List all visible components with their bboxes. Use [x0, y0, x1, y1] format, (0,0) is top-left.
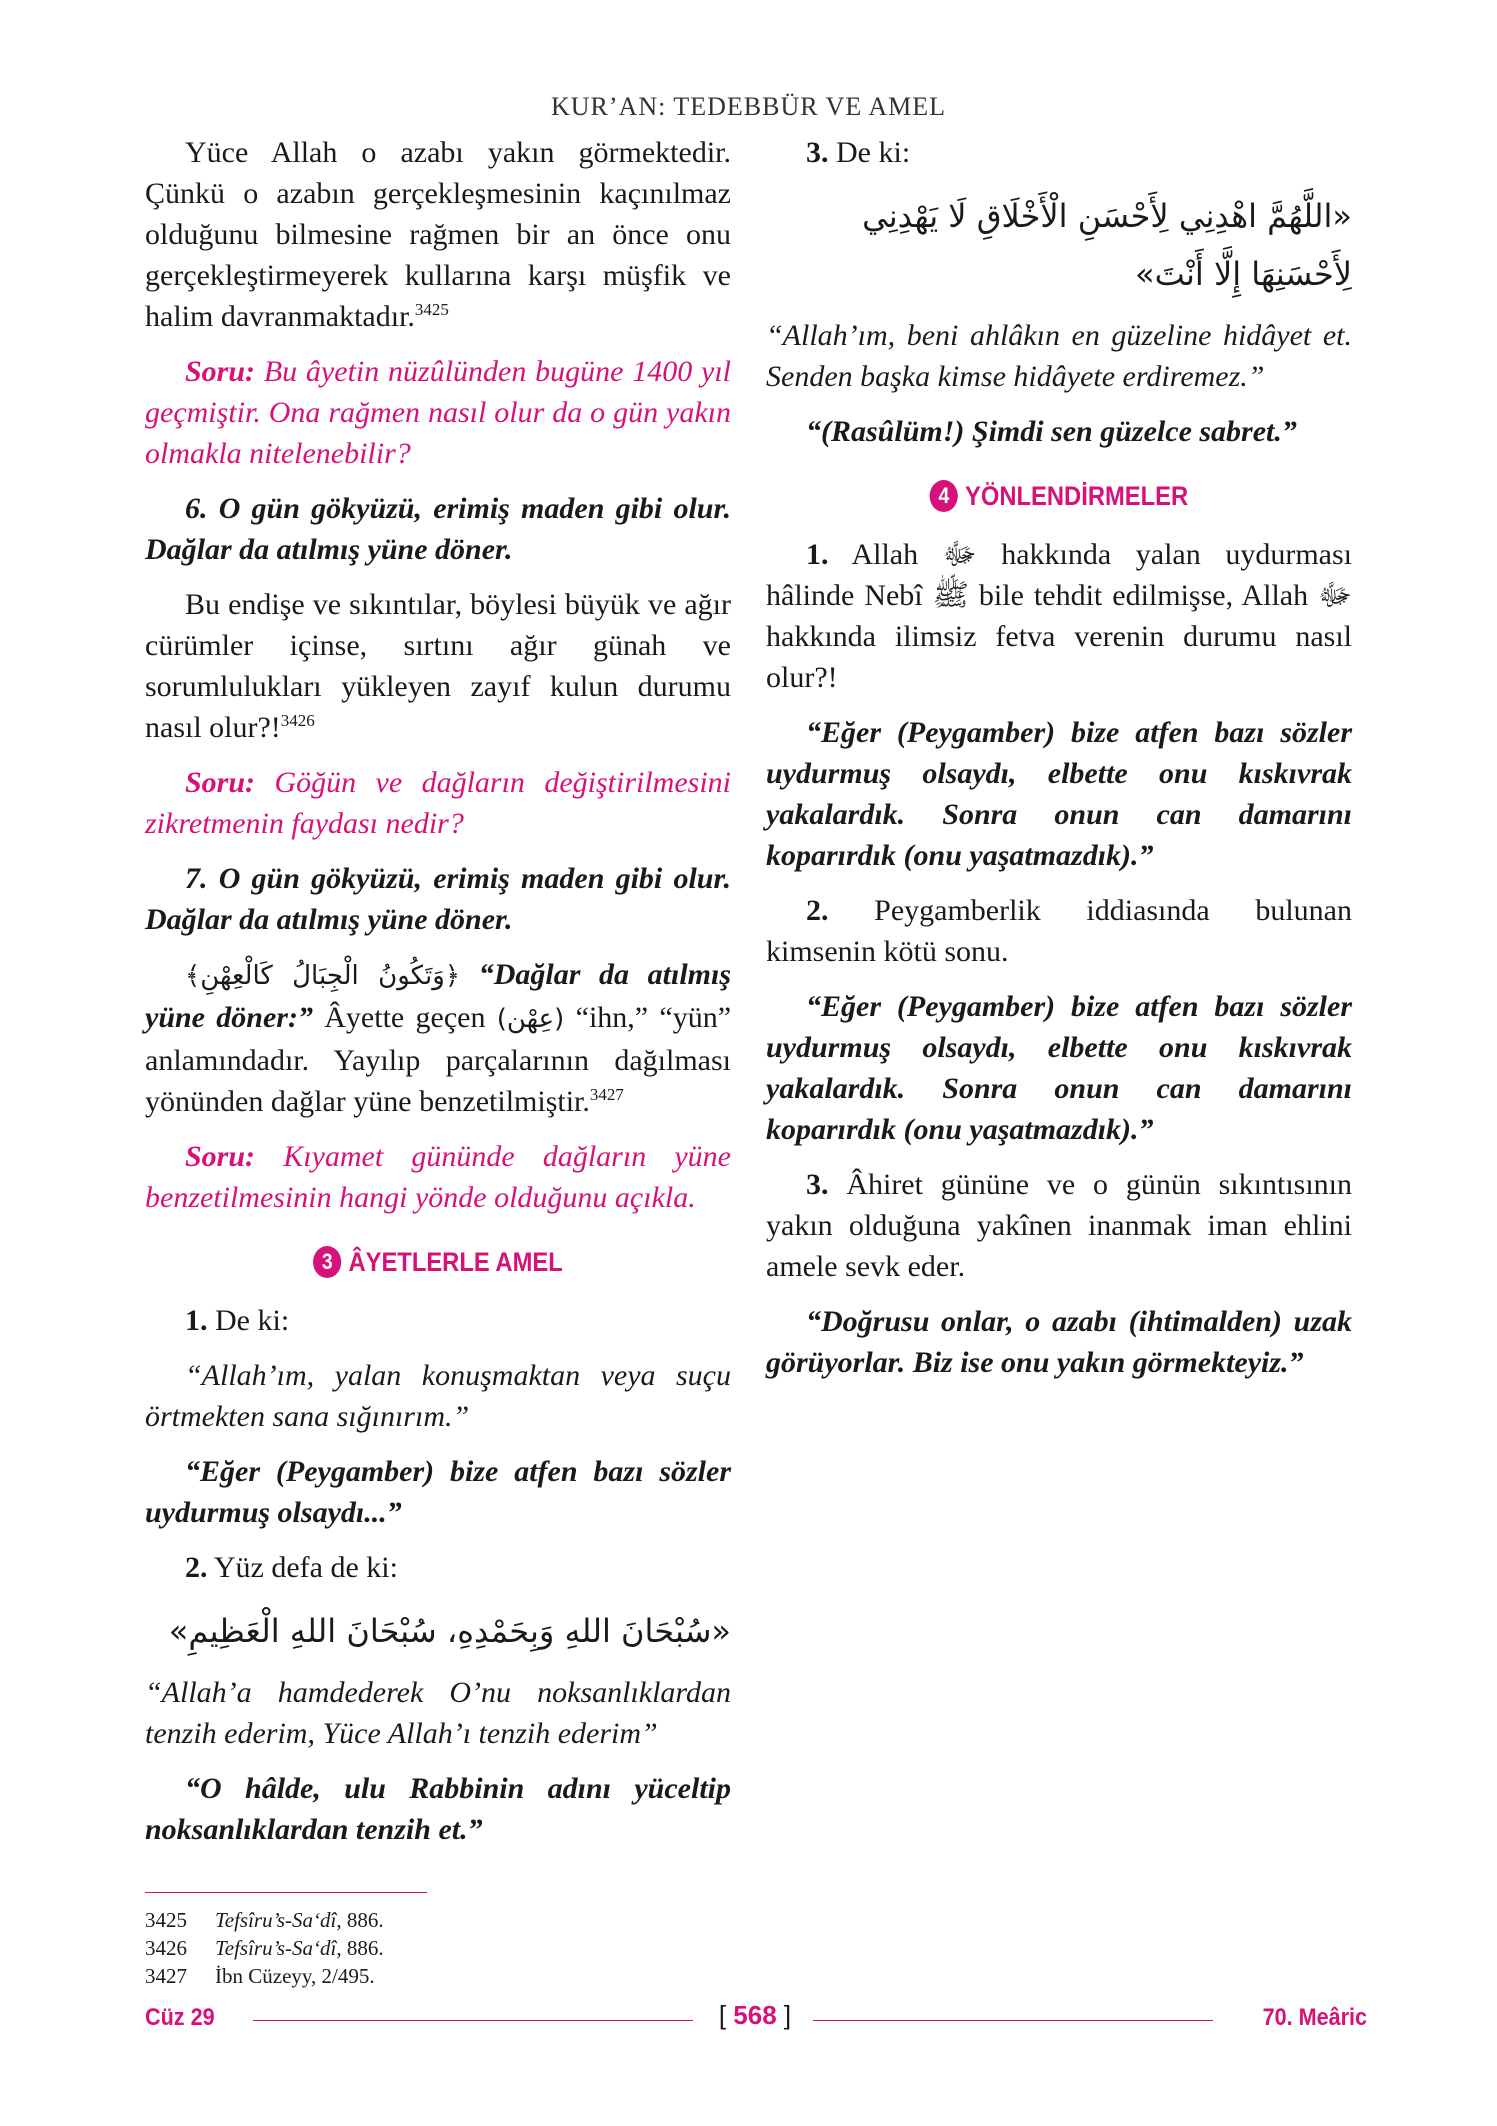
verse-quote: “Eğer (Peygamber) bize atfen bazı sözler uydurmuş olsaydı...” [145, 1455, 731, 1529]
section-title: YÖNLENDİRMELER [965, 480, 1189, 511]
question: Soru: Kıyamet gününde dağların yüne benzetilmesinin hangi yönde olduğunu açıkla. [145, 1140, 731, 1214]
section-number-badge: 4 [930, 480, 958, 512]
list-item: 2. Yüz defa de ki: [185, 1551, 398, 1584]
paragraph: ﴿وَتَكُونُ الْجِبَالُ كَالْعِهْنِ﴾ “Dağlar da atılmış yüne döner:” Âyette geçen (عِهْن) “ihn,” “yün” anlamındadır. Yayılıp parçalarının dağılması yönünden dağlar yüne benzetilmiştir.$^{3427}$ [145, 958, 732, 1118]
verse-quote: “Eğer (Peygamber) bize atfen bazı sözler uydurmuş olsaydı, elbette onu kıskıvrak yakalardık. Sonra onun can damarını koparırdık (onu yaşatmazdık).” [766, 716, 1352, 872]
footnote-ref[interactable]: 3427 [589, 1085, 624, 1104]
translation-quote: “Allah’a hamdederek O’nu noksanlıklardan tenzih ederim, Yüce Allah’ı tenzih ederim” [145, 1676, 731, 1750]
footnote: 3427 İbn Cüzeyy, 2/495. [145, 1964, 375, 1988]
section-heading [801, 480, 1317, 512]
list-item: 3. De ki: [806, 136, 911, 169]
question: Soru: Bu âyetin nüzûlünden bugüne 1400 yıl geçmiştir. Ona rağmen nasıl olur da o gün yakın olmakla nitelenebilir? [145, 355, 731, 470]
right-column [766, 132, 1352, 1397]
footnote-divider [145, 1892, 427, 1893]
paragraph: Yüce Allah o azabı yakın görmektedir. Çünkü o azabın gerçekleşmesinin kaçınılmaz olduğunu bilmesine rağmen bir an önce onu gerçekleştirmeyerek kullarına karşı müşfik ve halim davranmaktadır.$^{3425}$ [145, 136, 731, 333]
list-item: 1. Allah ﷻ hakkında yalan uydurması hâlinde Nebî ﷺ bile tehdit edilmişse, Allah ﷻ hakkında ilimsiz fetva verenin durumu nasıl olur?! [766, 538, 1352, 694]
arabic-verse: ﴿وَتَكُونُ الْجِبَالُ كَالْعِهْنِ﴾ [185, 961, 461, 991]
verse-quote: “O hâlde, ulu Rabbinin adını yüceltip noksanlıklardan tenzih et.” [145, 1772, 731, 1846]
paragraph: Bu endişe ve sıkıntılar, böylesi büyük ve ağır cürümler içinse, sırtını ağır günah ve sorumlulukları yükleyen zayıf kulun durumu nasıl olur?!$^{3426}$ [145, 588, 731, 744]
arabic-prayer: «سُبْحَانَ اللهِ وَبِحَمْدِهِ، سُبْحَانَ اللهِ الْعَظِيمِ» [168, 1612, 731, 1650]
footnote-ref[interactable]: 3425 [414, 300, 449, 319]
translation-quote: “Allah’ım, beni ahlâkın en güzeline hidâyet et. Senden başka kimse hidâyete erdiremez.” [766, 319, 1352, 393]
footer-rule-left [253, 2020, 693, 2021]
arabic-prayer: «اللَّهُمَّ اهْدِنِي لِأَحْسَنِ الْأَخْلَاقِ لَا يَهْدِنِي لِأَحْسَنِهَا إِلَّا أَنْتَ» [862, 197, 1352, 293]
footnote-ref[interactable]: 3426 [280, 711, 315, 730]
question: Soru: Göğün ve dağların değiştirilmesini zikretmenin faydası nedir? [145, 766, 732, 840]
list-item: 1. De ki: [185, 1304, 290, 1337]
list-item: 3. Âhiret gününe ve o günün sıkıntısının yakın olduğuna yakînen inanmak iman ehlini amele sevk eder. [766, 1168, 1352, 1283]
running-title: KUR’AN: TEDEBBÜR VE AMEL [551, 92, 946, 121]
section-title: ÂYETLERLE AMEL [348, 1246, 563, 1277]
footnote: 3425 Tefsîru’s-Sa‘dî, 886. [145, 1908, 384, 1932]
footnote: 3426 Tefsîru’s-Sa‘dî, 886. [145, 1936, 384, 1960]
verse-heading: 6. O gün gökyüzü, erimiş maden gibi olur. Dağlar da atılmış yüne döner. [145, 492, 731, 566]
section-heading [180, 1246, 696, 1278]
footnotes [145, 1906, 745, 1990]
section-number-badge: 3 [313, 1246, 341, 1278]
verse-heading: 7. O gün gökyüzü, erimiş maden gibi olur. Dağlar da atılmış yüne döner. [145, 862, 731, 936]
verse-quote: “(Rasûlüm!) Şimdi sen güzelce sabret.” [806, 415, 1297, 448]
list-item: 2. Peygamberlik iddiasında bulunan kimsenin kötü sonu. [766, 894, 1352, 968]
page-footer [145, 2000, 1367, 2040]
translation-quote: “Allah’ım, yalan konuşmaktan veya suçu örtmekten sana sığınırım.” [145, 1359, 731, 1433]
verse-quote: “Doğrusu onlar, o azabı (ihtimalden) uzak görüyorlar. Biz ise onu yakın görmekteyiz.” [766, 1305, 1352, 1379]
surah-label: 70. Meâric [1262, 2004, 1367, 2031]
page-number: [ 568 ] [718, 2000, 792, 2030]
juz-label: Cüz 29 [145, 2004, 215, 2031]
verse-quote: “Eğer (Peygamber) bize atfen bazı sözler uydurmuş olsaydı, elbette onu kıskıvrak yakalardık. Sonra onun can damarını koparırdık (onu yaşatmazdık).” [766, 990, 1352, 1146]
left-column [145, 132, 731, 1864]
footer-rule-right [813, 2020, 1213, 2021]
